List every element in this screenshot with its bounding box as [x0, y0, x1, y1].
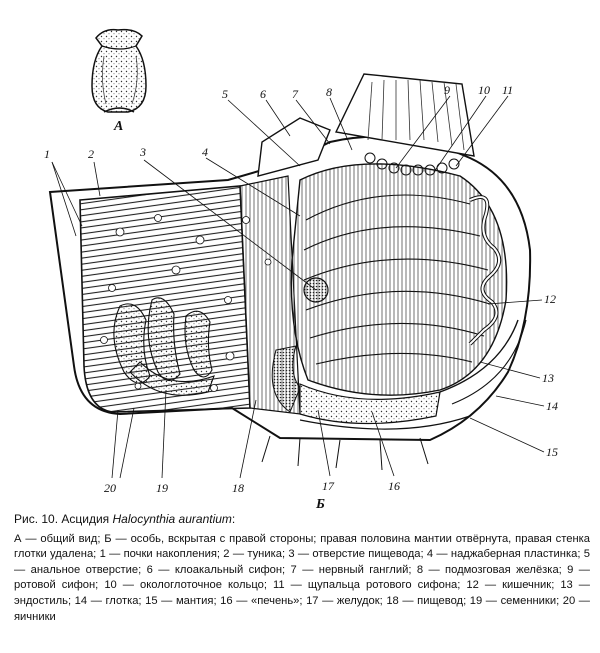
species-name: Halocynthia aurantium	[112, 512, 232, 526]
callout-17: 17	[322, 479, 334, 493]
callout-1: 1	[44, 147, 50, 161]
callout-6: 6	[260, 87, 266, 101]
callout-15: 15	[546, 445, 558, 459]
callout-18: 18	[232, 481, 244, 495]
callout-16: 16	[388, 479, 400, 493]
view-a-label: А	[114, 119, 124, 134]
callout-5: 5	[222, 87, 228, 101]
view-b-label: Б	[316, 497, 325, 510]
callout-4: 4	[202, 145, 208, 159]
callout-12: 12	[544, 292, 556, 306]
caption-legend: А — общий вид; Б — особь, вскрытая с правой стороны; правая половина мантии отвёрнута, правая стенка глотки удалена; 1 — почки накопления; 2 — туника; 3 — отверстие пищевода; 4 — наджаберная пластинка; 5 — анальное отверстие; 6 — клоакальный сифон; 7 — нервный ганглий; 8 — подмозговая желёзка; 9 — ротовой сифон; 10 — окологлоточное кольцо; 11 — щупальца ротового сифона; 12 — кишечник; 13 — эндостиль; 14 — глотка; 15 — мантия; 16 — «печень»; 17 — желудок; 18 — пищевод; 19 — семенники; 20 — яичники	[14, 532, 590, 623]
callout-8: 8	[326, 85, 332, 99]
general-view-a	[92, 30, 146, 112]
caption-title	[14, 512, 590, 528]
callout-7: 7	[292, 87, 298, 101]
callout-11: 11	[502, 83, 514, 97]
caption-prefix: Рис. 10. Асцидия	[14, 512, 113, 526]
callout-10: 10	[478, 83, 490, 97]
callout-19: 19	[156, 481, 168, 495]
caption-colon: :	[231, 512, 236, 526]
callout-13: 13	[542, 371, 554, 385]
callout-2: 2	[88, 147, 94, 161]
callout-14: 14	[546, 399, 558, 413]
callout-9: 9	[444, 83, 450, 97]
figure-caption	[14, 512, 590, 625]
callout-20: 20	[104, 481, 116, 495]
callout-3: 3	[140, 145, 146, 159]
